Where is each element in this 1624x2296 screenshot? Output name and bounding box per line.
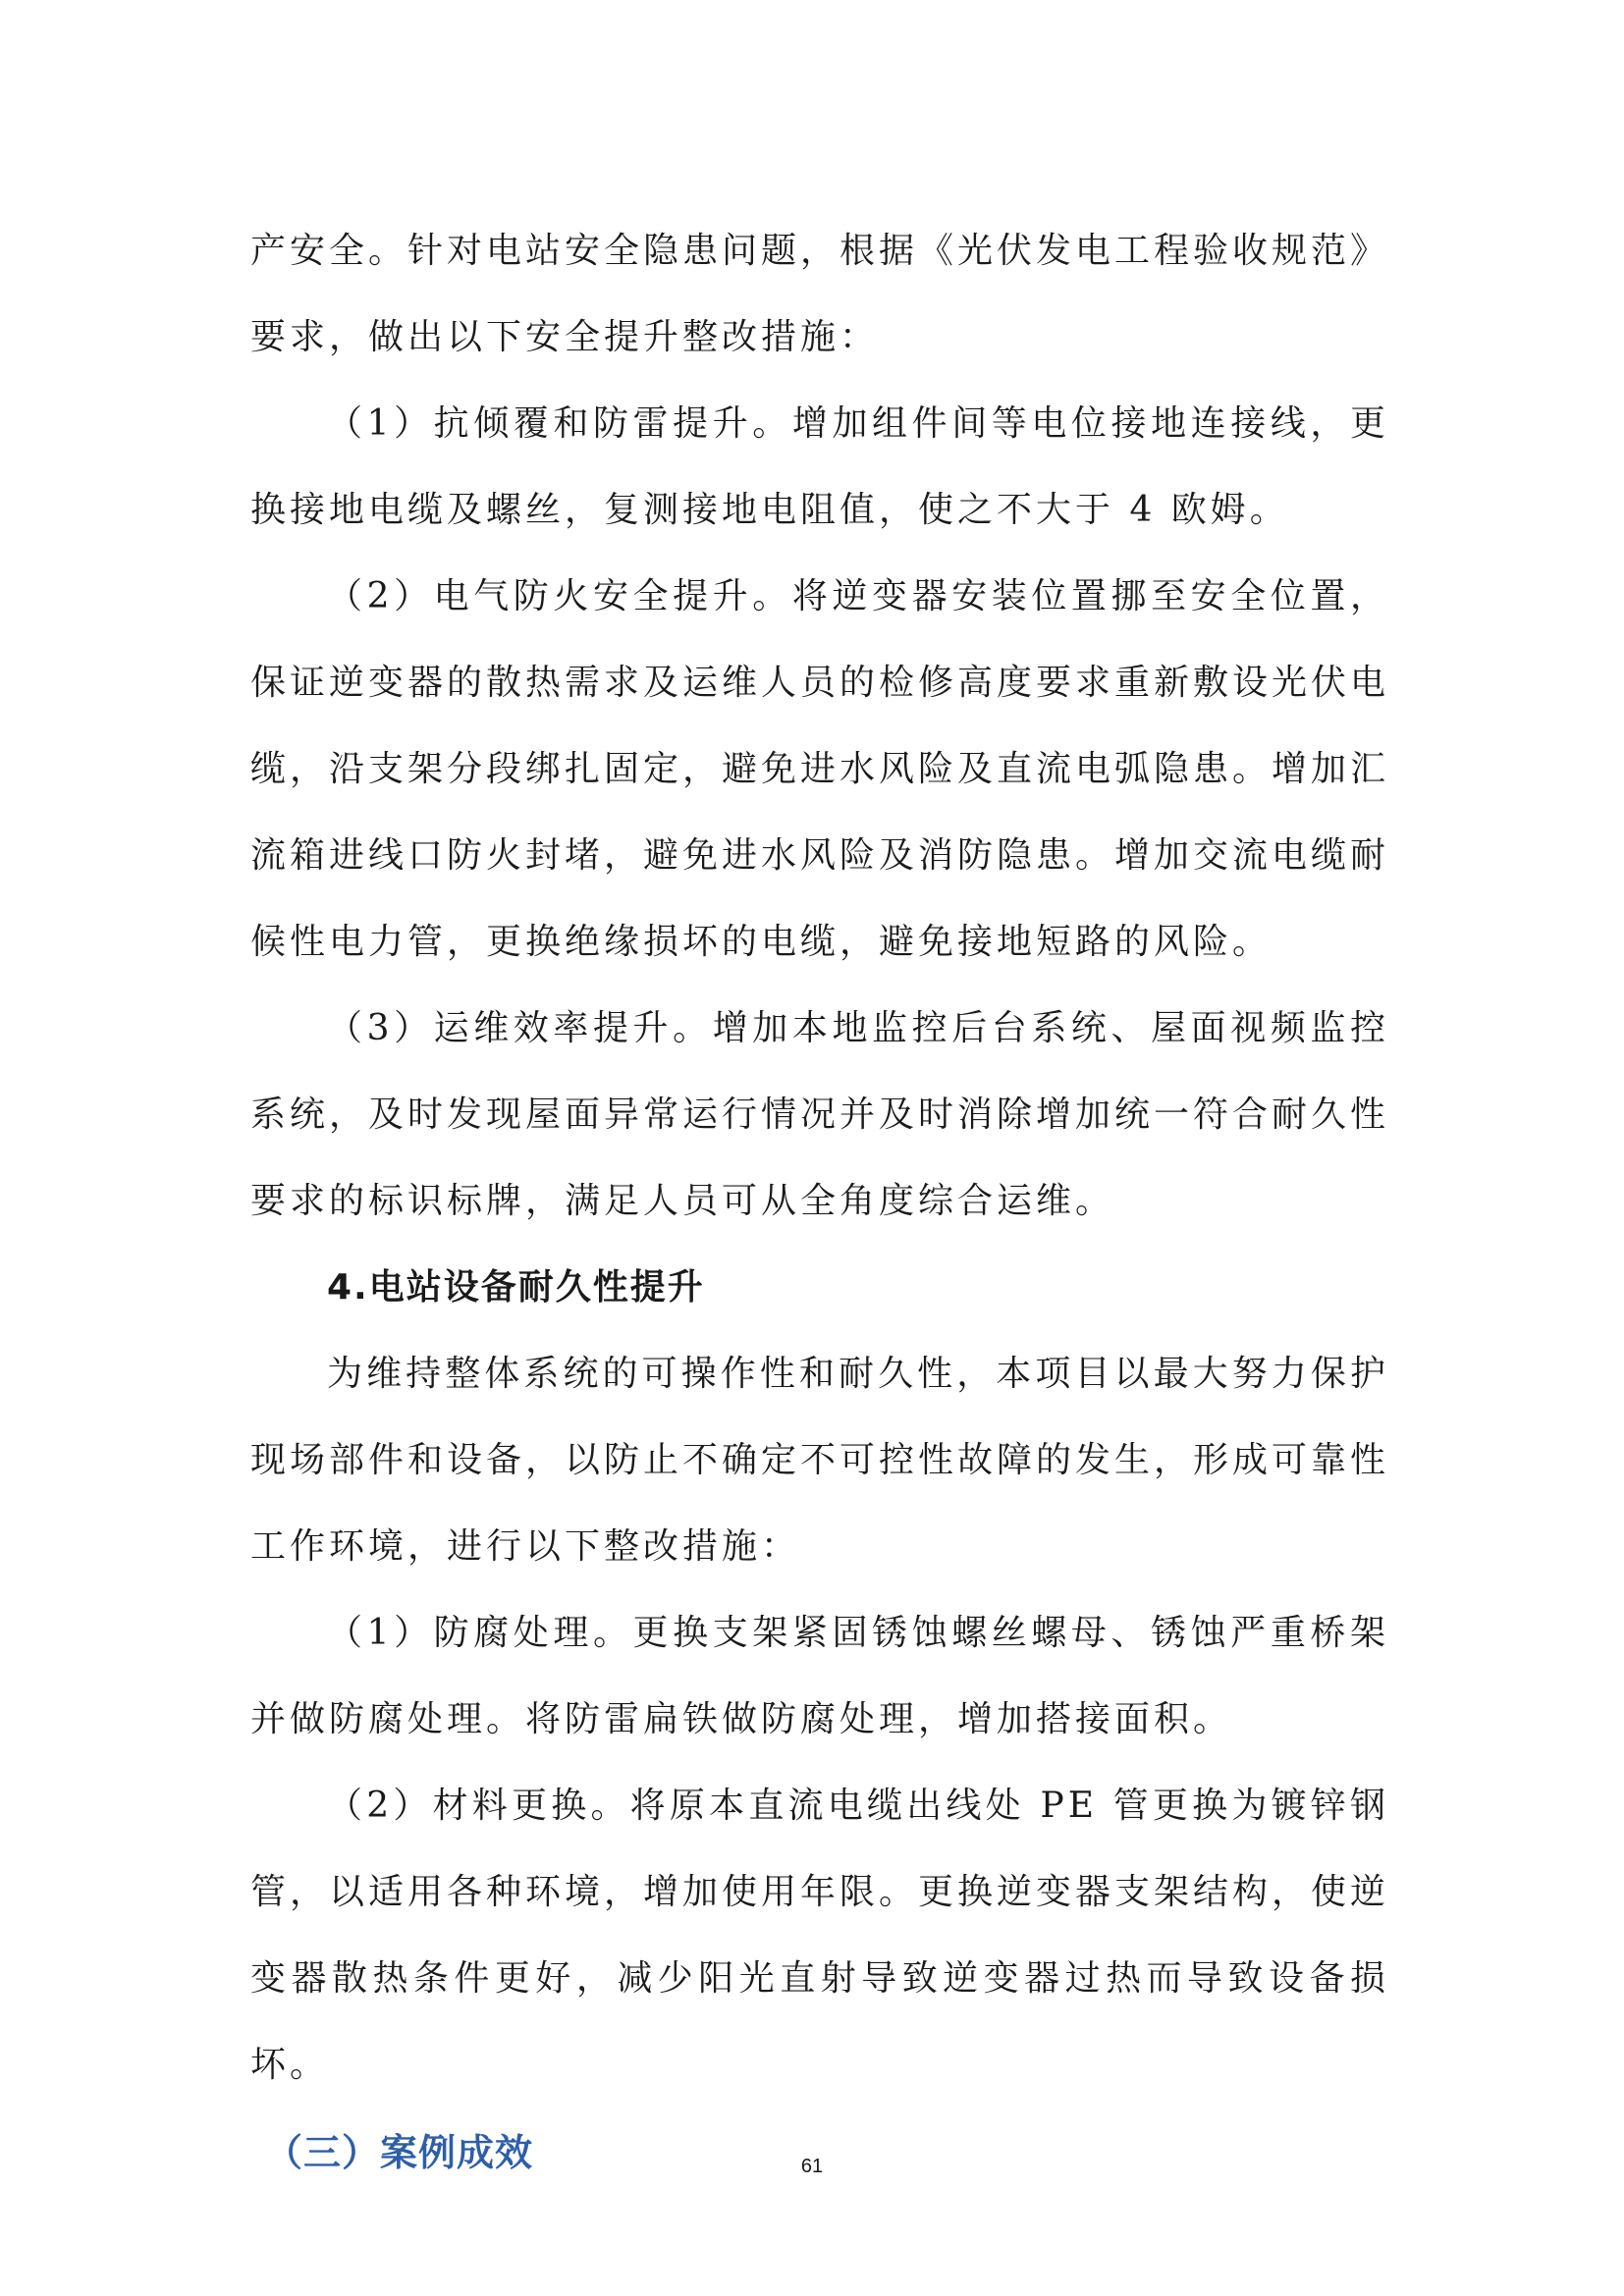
subheading-durability: 4.电站设备耐久性提升 xyxy=(327,1267,705,1308)
paragraph-safety-intro: 产安全。针对电站安全隐患问题，根据《光伏发电工程验收规范》要求，做出以下安全提升整改措施： xyxy=(250,231,1390,357)
paragraph-om-efficiency: （3）运维效率提升。增加本地监控后台系统、屋面视频监控系统，及时发现屋面异常运行情况并及时消除增加统一符合耐久性要求的标识标牌，满足人员可从全角度综合运维。 xyxy=(250,1008,1390,1221)
paragraph-electrical-fire-safety: （2）电气防火安全提升。将逆变器安装位置挪至安全位置，保证逆变器的散热需求及运维人员的检修高度要求重新敷设光伏电缆，沿支架分段绑扎固定，避免进水风险及直流电弧隐患。增加汇流箱进线口防火封堵，避免进水风险及消防隐患。增加交流电缆耐候性电力管，更换绝缘损坏的电缆，避免接地短路的风险。 xyxy=(250,576,1390,962)
paragraph-anti-overturn-lightning: （1）抗倾覆和防雷提升。增加组件间等电位接地连接线，更换接地电缆及螺丝，复测接地电阻值，使之不大于 4 欧姆。 xyxy=(250,403,1389,530)
section-heading-case-results: （三）案例成效 xyxy=(265,2131,534,2174)
paragraph-material-replacement: （2）材料更换。将原本直流电缆出线处 PE 管更换为镀锌钢管，以适用各种环境，增加使用年限。更换逆变器支架结构，使逆变器散热条件更好，减少阳光直射导致逆变器过热而导致设备损坏。 xyxy=(250,1786,1390,2085)
paragraph-anticorrosion: （1）防腐处理。更换支架紧固锈蚀螺丝螺母、锈蚀严重桥架并做防腐处理。将防雷扁铁做防腐处理，增加搭接面积。 xyxy=(250,1613,1389,1739)
paragraph-durability-intro: 为维持整体系统的可操作性和耐久性，本项目以最大努力保护现场部件和设备，以防止不确定不可控性故障的发生，形成可靠性工作环境，进行以下整改措施： xyxy=(250,1354,1390,1567)
page-content xyxy=(250,208,1389,2197)
page-number: 61 xyxy=(800,2156,824,2177)
